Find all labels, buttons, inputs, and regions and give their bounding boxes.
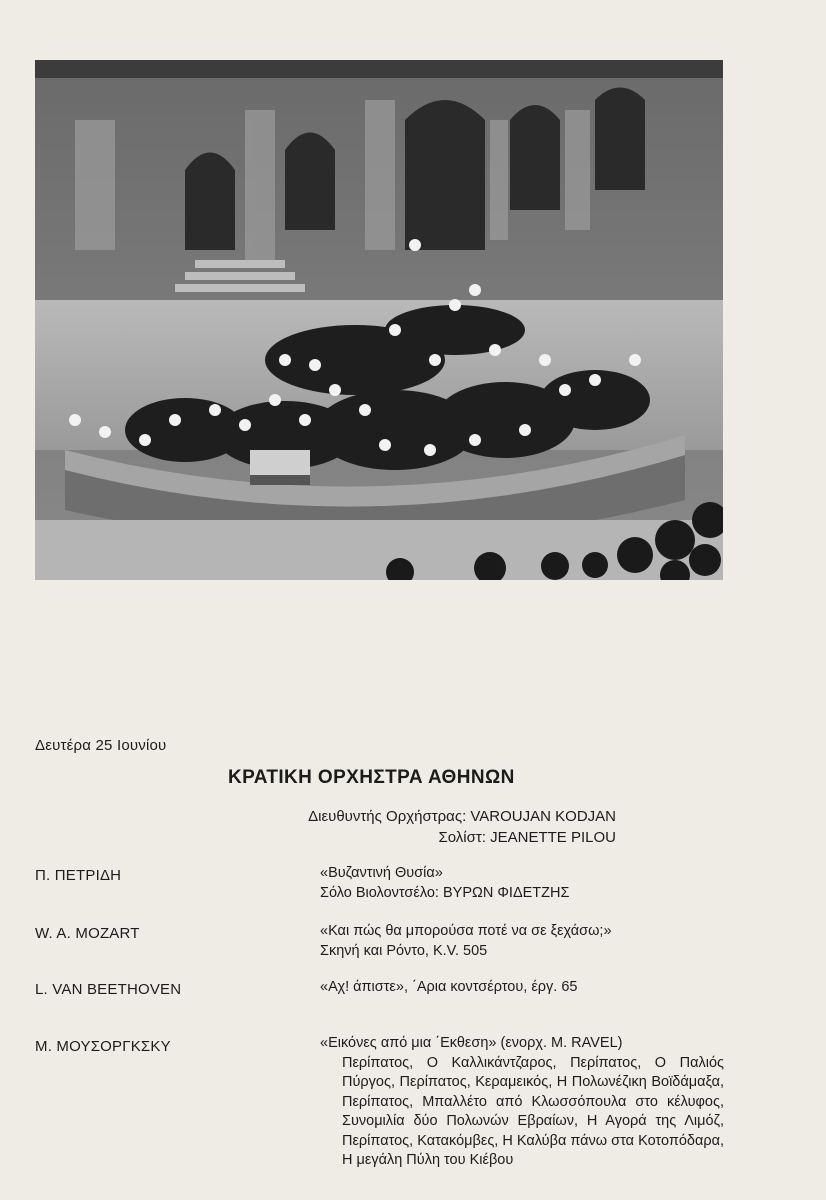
- work-detail: Σόλο Βιολοντσέλο: ΒΥΡΩΝ ΦΙΔΕΤΖΗΣ: [320, 884, 570, 901]
- work-title: «Εικόνες από μια ΄Εκθεση» (ενορχ. Μ. RAVEL): [320, 1035, 623, 1051]
- work-title: «Και πώς θα μπορούσα ποτέ να σε ξεχάσω;»: [320, 923, 612, 939]
- composer-name: W. A. MOZART: [35, 925, 140, 942]
- soloist-line: Σολίστ: JEANETTE PILOU: [438, 829, 616, 846]
- composer-name: Π. ΠΕΤΡΙΔΗ: [35, 867, 122, 884]
- program-work: [320, 864, 720, 903]
- composer-name: L. VAN BEETHOVEN: [35, 981, 182, 998]
- composer-name: Μ. ΜΟΥΣΟΡΓΚΣΚΥ: [35, 1038, 171, 1055]
- ensemble-title: ΚΡΑΤΙΚΗ ΟΡΧΗΣΤΡΑ ΑΘΗΝΩΝ: [228, 767, 515, 788]
- conductor-line: Διευθυντής Ορχήστρας: VAROUJAN KODJAN: [308, 808, 616, 825]
- performer-credits: [308, 806, 616, 848]
- orchestra-photo: [35, 60, 723, 580]
- work-detail: Σκηνή και Ρόντο, Κ.V. 505: [320, 942, 488, 959]
- work-description: Περίπατος, Ο Καλλικάντζαρος, Περίπατος, Ο Παλιός Πύργος, Περίπατος, Κεραμεικός, Η Πολωνέζικη Βοϊδάμαξα, Περίπατος, Μπαλλέτο από Κλωσσόπουλα στο κέλυφος, Συνομιλία δύο Πολωνών Εβραίων, Η Αγορά της Λιμόζ, Περίπατος, Κατακόμβες, Η Καλύβα πάνω στα Κοτοπόδαρα, Η μεγάλη Πύλη του Κιέβου: [342, 1054, 724, 1168]
- work-title: «Βυζαντινή Θυσία»: [320, 865, 443, 881]
- program-work: [320, 1034, 724, 1171]
- work-title: «Αχ! άπιστε», ΄Αρια κοντσέρτου, έργ. 65: [320, 979, 578, 995]
- program-work: [320, 978, 720, 998]
- concert-date: Δευτέρα 25 Ιουνίου: [35, 737, 167, 754]
- program-work: [320, 922, 720, 961]
